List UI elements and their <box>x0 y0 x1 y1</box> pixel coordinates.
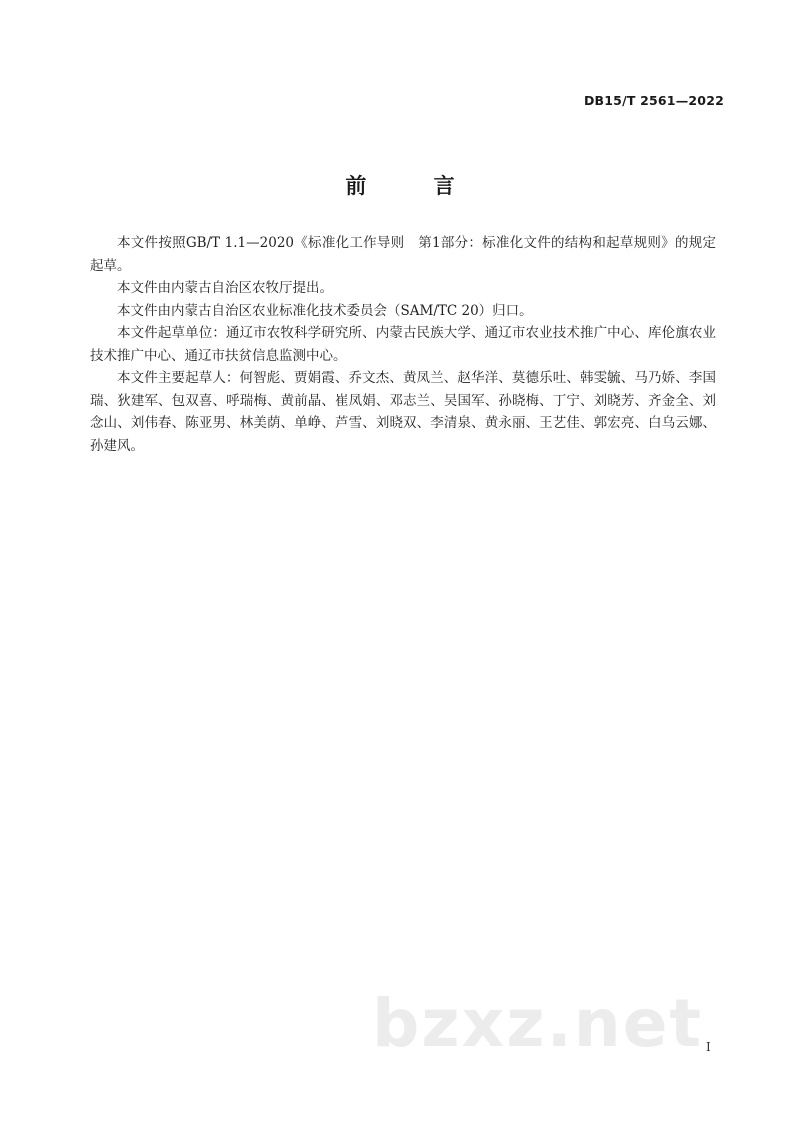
paragraph-drafting-rules: 本文件按照GB/T 1.1—2020《标准化工作导则 第1部分：标准化文件的结构和起草规则》的规定起草。 <box>90 235 716 274</box>
page-number: I <box>706 1040 711 1054</box>
paragraph-proposer: 本文件由内蒙古自治区农牧厅提出。 <box>117 280 333 296</box>
watermark: bzxz.net <box>372 985 704 1062</box>
paragraph-drafting-units: 本文件起草单位：通辽市农牧科学研究所、内蒙古民族大学、通辽市农业技术推广中心、库伦旗农业技术推广中心、通辽市扶贫信息监测中心。 <box>90 325 716 364</box>
document-code: DB15/T 2561—2022 <box>583 93 724 108</box>
paragraph-committee: 本文件由内蒙古自治区农业标准化技术委员会（SAM/TC 20）归口。 <box>117 302 533 319</box>
preface-content <box>90 232 716 457</box>
preface-title: 前 言 <box>345 174 485 198</box>
paragraph-drafters: 本文件主要起草人：何智彪、贾娟霞、乔文杰、黄凤兰、赵华洋、莫德乐吐、韩雯毓、马乃娇、李国瑞、狄建军、包双喜、呼瑞梅、黄前晶、崔凤娟、邓志兰、吴国军、孙晓梅、丁宁、刘晓芳、齐金全、刘念山、刘伟春、陈亚男、林美荫、单峥、芦雪、刘晓双、李清泉、黄永丽、王艺佳、郭宏亮、白乌云娜、孙建风。 <box>90 370 716 454</box>
